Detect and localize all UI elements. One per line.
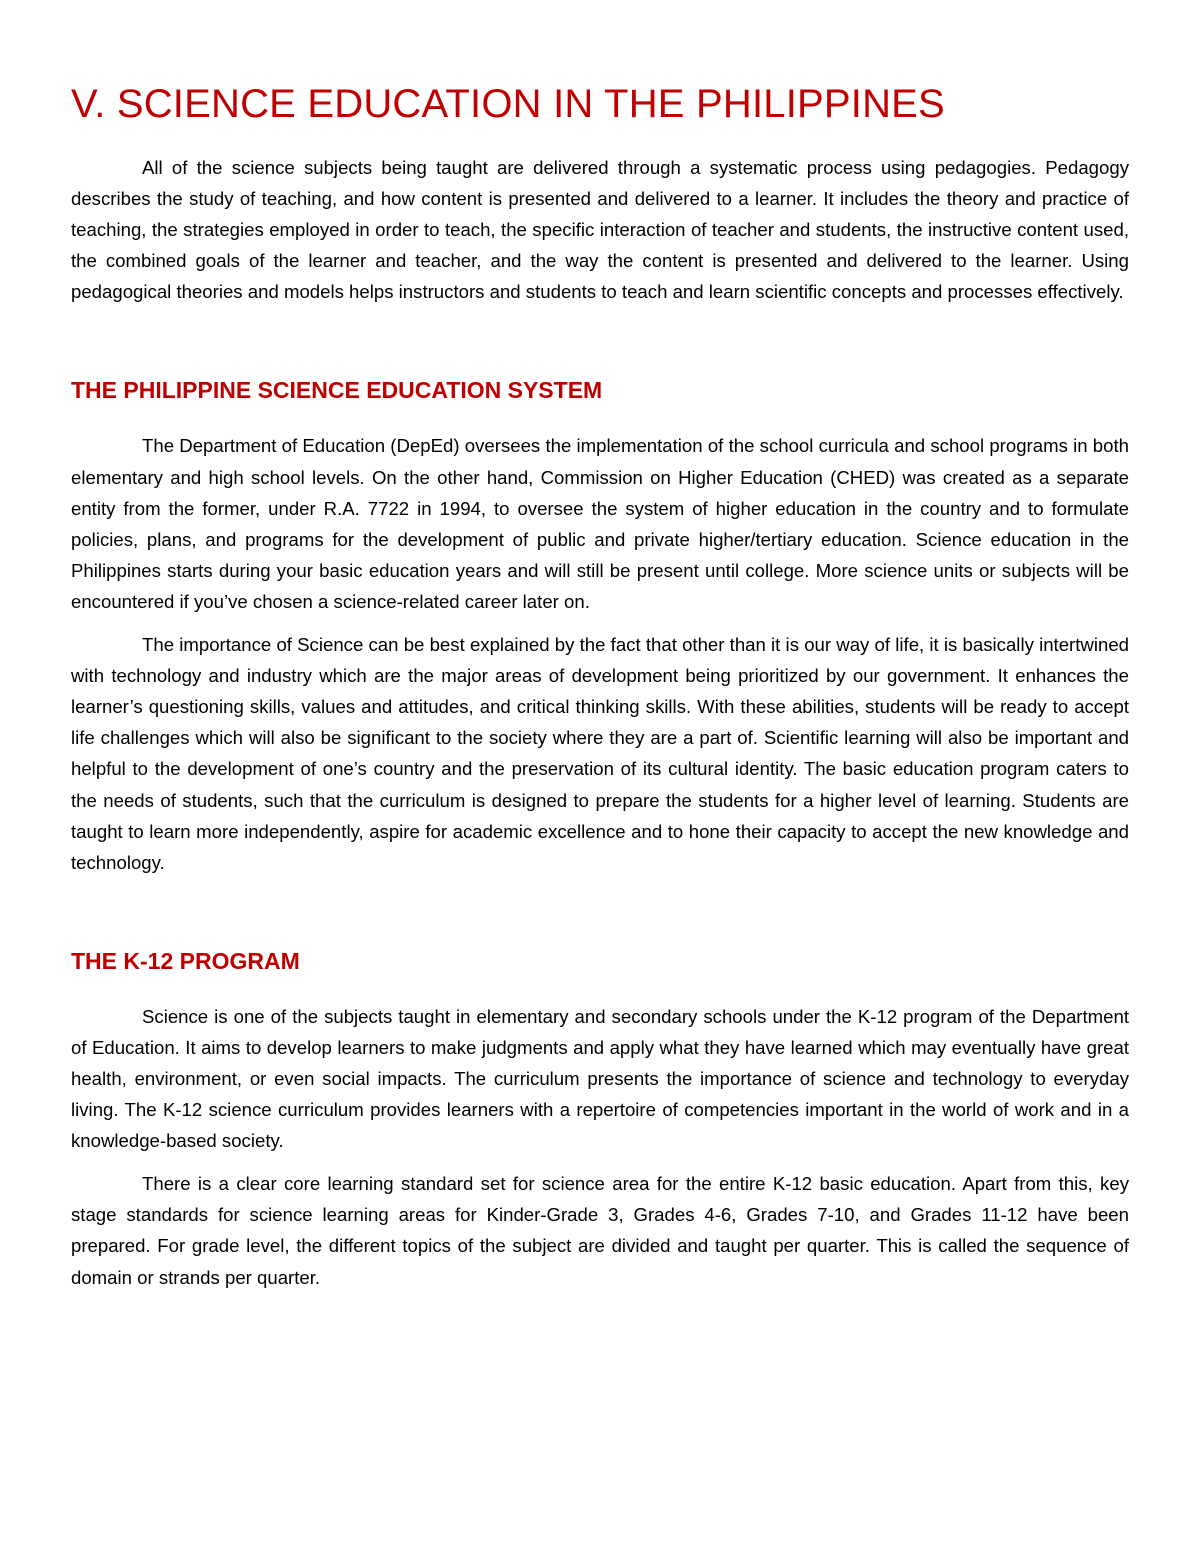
- section-heading-science-education-system: THE PHILIPPINE SCIENCE EDUCATION SYSTEM: [71, 377, 603, 404]
- section-heading-k12-program: THE K-12 PROGRAM: [71, 947, 300, 974]
- section-paragraph: There is a clear core learning standard set for science area for the entire K-12 basic education. Apart from this, key stage standards for science learning areas for Kinder-Grade 3, Grades 4-6, Grades 7-10, and Grades 11-12 have been prepared. For grade level, the different topics of the subject are divided and taught per quarter. This is called the sequence of domain or strands per quarter.: [71, 1173, 1129, 1288]
- section-paragraph: Science is one of the subjects taught in elementary and secondary schools under the K-12 program of the Department of Education. It aims to develop learners to make judgments and apply what they have learned which may eventually have great health, environment, or even social impacts. The curriculum presents the importance of science and technology to everyday living. The K-12 science curriculum provides learners with a repertoire of competencies important in the world of work and in a knowledge-based society.: [71, 1005, 1129, 1152]
- document-page: [71, 78, 1129, 1293]
- intro-paragraph: All of the science subjects being taught are delivered through a systematic process using pedagogies. Pedagogy describes the study of teaching, and how content is presented and delivered to a learner. It includes the theory and practice of teaching, the strategies employed in order to teach, the specific interaction of teacher and students, the instructive content used, the combined goals of the learner and teacher, and the way the content is presented and delivered to the learner. Using pedagogical theories and models helps instructors and students to teach and learn scientific concepts and processes effectively.: [71, 157, 1129, 303]
- page-title: V. SCIENCE EDUCATION IN THE PHILIPPINES: [71, 82, 945, 126]
- section-paragraph: The Department of Education (DepEd) oversees the implementation of the school curricula and school programs in both elementary and high school levels. On the other hand, Commission on Higher Education (CHED) was created as a separate entity from the former, under R.A. 7722 in 1994, to oversee the system of higher education in the country and to formulate policies, plans, and programs for the development of public and private higher/tertiary education. Science education in the Philippines starts during your basic education years and will still be present until college. More science units or subjects will be encountered if you’ve chosen a science-related career later on.: [71, 435, 1129, 612]
- section-paragraph: The importance of Science can be best explained by the fact that other than it is our way of life, it is basically intertwined with technology and industry which are the major areas of development being prioritized by our government. It enhances the learner’s questioning skills, values and attitudes, and critical thinking skills. With these abilities, students will be ready to accept life challenges which will also be significant to the society where they are a part of. Scientific learning will also be important and helpful to the development of one’s country and the preservation of its cultural identity. The basic education program caters to the needs of students, such that the curriculum is designed to prepare the students for a higher level of learning. Students are taught to learn more independently, aspire for academic excellence and to hone their capacity to accept the new knowledge and technology.: [71, 634, 1129, 873]
